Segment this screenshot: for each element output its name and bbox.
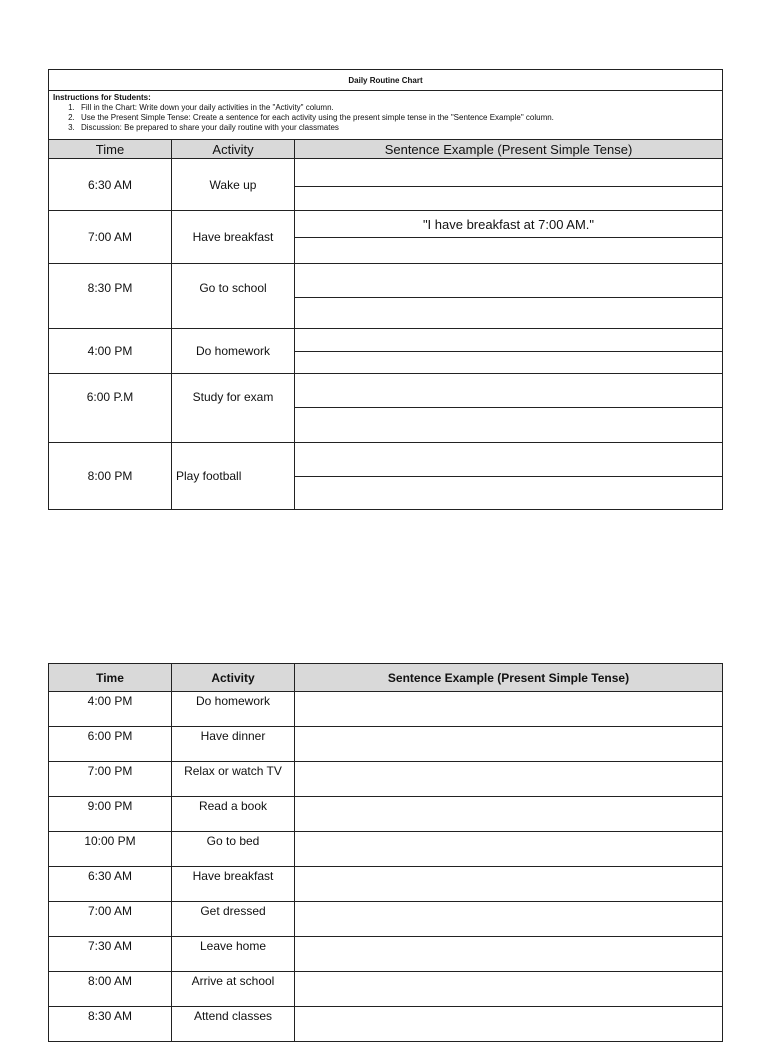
- table-row: [49, 329, 723, 374]
- sentence-cell[interactable]: [295, 1007, 723, 1042]
- time-cell: 6:30 AM: [49, 867, 172, 902]
- time-cell: 8:00 AM: [49, 972, 172, 1007]
- sentence-line[interactable]: [295, 408, 722, 442]
- sentence-cell[interactable]: [295, 762, 723, 797]
- sentence-cell[interactable]: [295, 692, 723, 727]
- sentence-line[interactable]: [295, 187, 722, 210]
- sentence-cell[interactable]: [295, 211, 723, 264]
- header-time: Time: [49, 664, 172, 692]
- table-row: [49, 972, 723, 1007]
- sentence-cell[interactable]: [295, 867, 723, 902]
- time-cell: 8:30 AM: [49, 1007, 172, 1042]
- table-row: [49, 264, 723, 329]
- table-header-row: [49, 140, 723, 159]
- activity-cell: Have breakfast: [172, 211, 295, 264]
- table-header-row: [49, 664, 723, 692]
- time-cell: 7:00 AM: [49, 902, 172, 937]
- activity-cell: Leave home: [172, 937, 295, 972]
- activity-cell: Arrive at school: [172, 972, 295, 1007]
- activity-cell: Have breakfast: [172, 867, 295, 902]
- header-sentence: Sentence Example (Present Simple Tense): [295, 140, 723, 159]
- table-row: [49, 937, 723, 972]
- sentence-cell[interactable]: [295, 264, 723, 329]
- instructions-heading: Instructions for Students:: [53, 93, 151, 102]
- time-cell: 6:00 PM: [49, 727, 172, 762]
- instructions-list: [53, 103, 718, 133]
- sentence-cell[interactable]: [295, 329, 723, 374]
- time-cell: 7:30 AM: [49, 937, 172, 972]
- sentence-cell[interactable]: [295, 937, 723, 972]
- time-cell: 7:00 AM: [49, 211, 172, 264]
- sentence-cell[interactable]: [295, 443, 723, 510]
- sentence-line[interactable]: [295, 159, 722, 187]
- sentence-cell[interactable]: [295, 727, 723, 762]
- activity-cell: Read a book: [172, 797, 295, 832]
- routine-practice-table: [48, 663, 723, 1042]
- activity-cell: Get dressed: [172, 902, 295, 937]
- sentence-line[interactable]: [295, 264, 722, 298]
- activity-cell: Do homework: [172, 692, 295, 727]
- sentence-cell[interactable]: [295, 374, 723, 443]
- table-row: [49, 762, 723, 797]
- table-row: [49, 902, 723, 937]
- instruction-item: 2. Use the Present Simple Tense: Create a sentence for each activity using the present simple tense in the "Sentence Example" column.: [77, 113, 718, 123]
- instruction-item: 3. Discussion: Be prepared to share your daily routine with your classmates: [77, 123, 718, 133]
- sentence-example-text[interactable]: "I have breakfast at 7:00 AM.": [295, 211, 722, 238]
- time-cell: 4:00 PM: [49, 692, 172, 727]
- activity-cell: Wake up: [172, 159, 295, 211]
- time-cell: 6:30 AM: [49, 159, 172, 211]
- header-activity: Activity: [172, 664, 295, 692]
- time-cell: 4:00 PM: [49, 329, 172, 374]
- activity-cell: Relax or watch TV: [172, 762, 295, 797]
- sentence-cell[interactable]: [295, 902, 723, 937]
- table-row: [49, 832, 723, 867]
- time-cell: 6:00 P.M: [49, 374, 172, 443]
- sentence-cell[interactable]: [295, 972, 723, 1007]
- time-cell: 8:00 PM: [49, 443, 172, 510]
- sentence-cell[interactable]: [295, 159, 723, 211]
- table-row: [49, 211, 723, 264]
- table-row: [49, 443, 723, 510]
- activity-cell: Do homework: [172, 329, 295, 374]
- table-row: [49, 159, 723, 211]
- instruction-item: 1. Fill in the Chart: Write down your daily activities in the "Activity" column.: [77, 103, 718, 113]
- table-row: [49, 692, 723, 727]
- activity-cell: Play football: [172, 443, 295, 510]
- sentence-line[interactable]: [295, 352, 722, 373]
- activity-cell: Go to bed: [172, 832, 295, 867]
- activity-cell: Attend classes: [172, 1007, 295, 1042]
- sentence-line[interactable]: [295, 298, 722, 328]
- table-row: [49, 797, 723, 832]
- time-cell: 8:30 PM: [49, 264, 172, 329]
- time-cell: 9:00 PM: [49, 797, 172, 832]
- table-row: [49, 867, 723, 902]
- activity-cell: Have dinner: [172, 727, 295, 762]
- sentence-line[interactable]: [295, 374, 722, 408]
- table-row: [49, 727, 723, 762]
- sentence-cell[interactable]: [295, 797, 723, 832]
- daily-routine-chart-table: [48, 69, 723, 510]
- sentence-line[interactable]: [295, 238, 722, 263]
- activity-cell: Go to school: [172, 264, 295, 329]
- table-row: [49, 1007, 723, 1042]
- table-row: [49, 374, 723, 443]
- activity-cell: Study for exam: [172, 374, 295, 443]
- chart-title: Daily Routine Chart: [49, 70, 723, 91]
- time-cell: 7:00 PM: [49, 762, 172, 797]
- time-cell: 10:00 PM: [49, 832, 172, 867]
- header-activity: Activity: [172, 140, 295, 159]
- header-time: Time: [49, 140, 172, 159]
- header-sentence: Sentence Example (Present Simple Tense): [295, 664, 723, 692]
- sentence-line[interactable]: [295, 477, 722, 509]
- instructions-block: [49, 91, 723, 140]
- sentence-line[interactable]: [295, 329, 722, 352]
- sentence-line[interactable]: [295, 443, 722, 477]
- sentence-cell[interactable]: [295, 832, 723, 867]
